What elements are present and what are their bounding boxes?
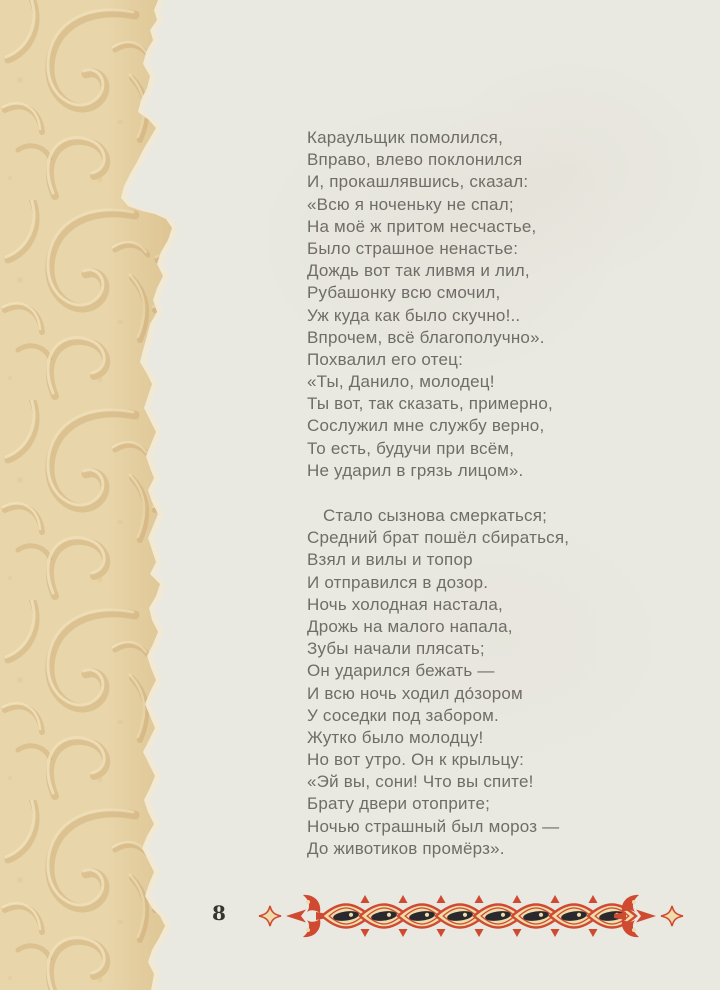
page-number: 8 xyxy=(212,901,226,925)
poem-line: Сослужил мне службу верно, xyxy=(307,416,545,436)
poem-line: Но вот утро. Он к крыльцу: xyxy=(307,750,525,770)
poem-text-block xyxy=(307,127,569,860)
poem-line: Он ударился бежать — xyxy=(307,661,495,681)
poem-line: То есть, будучи при всём, xyxy=(307,438,515,458)
poem-line: Ночью страшный был мороз — xyxy=(307,816,560,836)
poem-line: Вправо, влево поклонился xyxy=(307,150,523,170)
poem-line: Было страшное ненастье: xyxy=(307,238,519,258)
poem-line: Караульщик помолился, xyxy=(307,128,504,147)
poem-line: Взял и вилы и топор xyxy=(307,550,473,570)
poem-line: Рубашонку всю смочил, xyxy=(307,283,501,303)
poem-line: Дождь вот так ливмя и лил, xyxy=(307,261,530,281)
poem-stanza-1 xyxy=(307,127,569,482)
poem-line: «Эй вы, сони! Что вы спите! xyxy=(307,772,534,792)
poem-line: И всю ночь ходил до́зором xyxy=(307,683,523,703)
poem-line: Жутко было молодцу! xyxy=(307,727,484,747)
poem-line: И, прокашлявшись, сказал: xyxy=(307,172,529,192)
floral-damask-border-icon xyxy=(0,0,185,990)
poem-line: У соседки под забором. xyxy=(307,705,499,725)
poem-line: Не ударил в грязь лицом». xyxy=(307,460,524,480)
poem-line: Похвалил его отец: xyxy=(307,349,463,369)
poem-line: Впрочем, всё благополучно». xyxy=(307,327,545,347)
divider-left-endcap xyxy=(259,895,328,937)
poem-line: И отправился в дозор. xyxy=(307,572,489,592)
poem-line: Средний брат пошёл сбираться, xyxy=(307,528,570,548)
poem-line: Стало сызнова смеркаться; xyxy=(323,506,548,525)
poem-line: Дрожь на малого напала, xyxy=(307,616,513,636)
poem-line: Ночь холодная настала, xyxy=(307,594,503,614)
divider-right-endcap xyxy=(614,895,683,937)
poem-line: Ты вот, так сказать, примерно, xyxy=(307,394,553,414)
poem-line: «Всю я ноченьку не спал; xyxy=(307,194,514,214)
divider-chain xyxy=(322,895,636,937)
poem-line: «Ты, Данило, молодец! xyxy=(307,372,495,392)
poem-line: На моё ж притом несчастье, xyxy=(307,216,537,236)
poem-line: Брату двери отоприте; xyxy=(307,794,491,814)
poem-line: До животиков промёрз». xyxy=(307,838,505,858)
poem-line: Уж куда как было скучно!.. xyxy=(307,305,521,325)
poem-line: Зубы начали плясать; xyxy=(307,639,485,659)
chain-divider-ornament-icon xyxy=(254,892,688,940)
poem-stanza-2 xyxy=(307,505,569,860)
